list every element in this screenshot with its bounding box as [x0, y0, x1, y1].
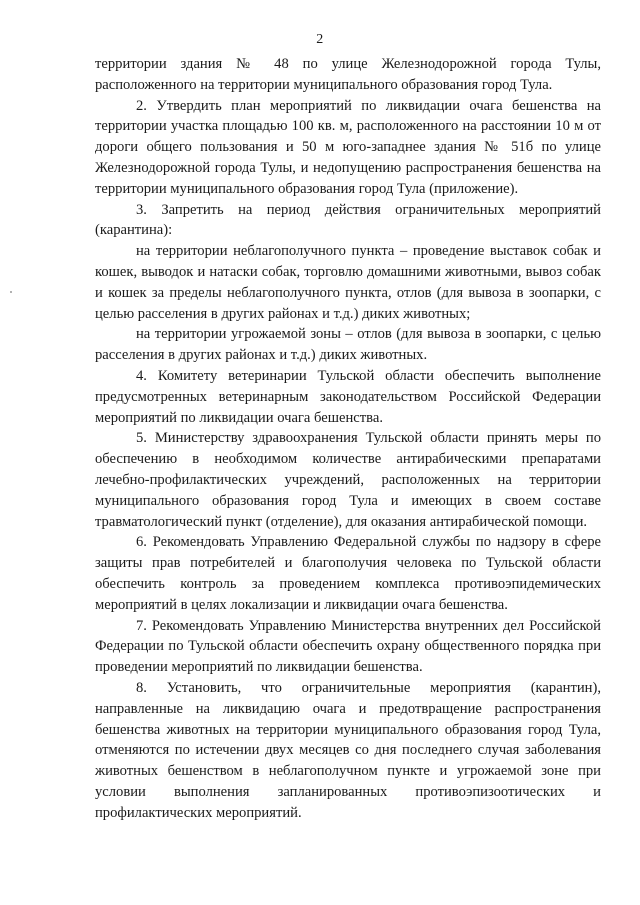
paragraph-item-3-sub-1: на территории неблагополучного пункта – проведение выставок собак и кошек, выводок и натаски собак, торговлю домашними животными, вывоз собак и кошек за пределы неблагополучного пункта, отлов (для вывоза в зоопарки, с целью расселения в других районах и т.д.) диких животных;	[95, 243, 601, 322]
paragraph-item-2: 2. Утвердить план мероприятий по ликвидации очага бешенства на территории участка площадью 100 кв. м, расположенного на расстоянии 10 м от дороги общего пользования и 50 м юго-западнее здания № 51б по улице Железнодорожной города Тулы, и недопущению распространения бешенства на территории муниципального образования город Тула (приложение).	[95, 97, 601, 197]
paragraph-item-3-sub-2: на территории угрожаемой зоны – отлов (для вывоза в зоопарки, с целью расселения в других районах и т.д.) диких животных.	[95, 326, 601, 364]
paragraph-item-6: 6. Рекомендовать Управлению Федеральной службы по надзору в сфере защиты прав потребителей и благополучия человека по Тульской области обеспечить контроль за проведением комплекса противоэпидемических мероприятий в целях локализации и ликвидации очага бешенства.	[95, 534, 601, 613]
scan-speck	[10, 291, 12, 293]
paragraph-item-3: 3. Запретить на период действия ограничительных мероприятий (карантина):	[95, 201, 601, 239]
document-body	[95, 54, 601, 823]
paragraph-continuation: территории здания № 48 по улице Железнодорожной города Тулы, расположенного на территории муниципального образования город Тула.	[95, 56, 601, 93]
page-number: 2	[316, 32, 324, 47]
paragraph-item-4: 4. Комитету ветеринарии Тульской области обеспечить выполнение предусмотренных ветеринарным законодательством Российской Федерации мероприятий по ликвидации очага бешенства.	[95, 367, 601, 426]
paragraph-item-8: 8. Установить, что ограничительные мероприятия (карантин), направленные на ликвидацию очага и предотвращение распространения бешенства животных на территории муниципального образования город Тула, отменяются по истечении двух месяцев со дня последнего случая заболевания животных бешенством в неблагополучном пункте и угрожаемой зоне при условии выполнения запланированных противоэпизоотических и профилактических мероприятий.	[95, 679, 601, 821]
paragraph-item-5: 5. Министерству здравоохранения Тульской области принять меры по обеспечению в необходимом количестве антирабическими препаратами лечебно-профилактических учреждений, расположенных на территории муниципального образования город Тула и имеющих в своем составе травматологический пункт (отделение), для оказания антирабической помощи.	[95, 430, 601, 530]
paragraph-item-7: 7. Рекомендовать Управлению Министерства внутренних дел Российской Федерации по Тульской области обеспечить охрану общественного порядка при проведении мероприятий по ликвидации бешенства.	[95, 617, 601, 676]
